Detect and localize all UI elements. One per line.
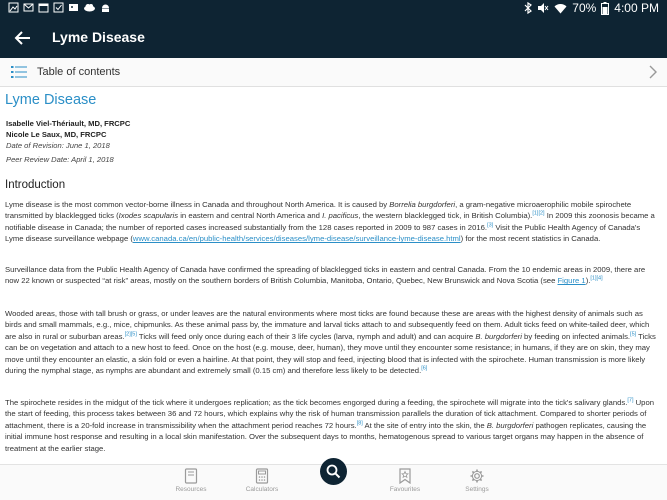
clock: 4:00 PM	[614, 1, 659, 15]
wifi-icon	[554, 3, 567, 14]
paragraph-3: Wooded areas, those with tall brush or grass, or under leaves are the natural environments where most ticks are found because these are areas with the highest density of animals such as birds and small mammals, e.g., mice, chipmunks. As these animal pass by, the immature and larval ticks attach to and subsequently feed on them. Adult ticks feed on white-tailed deer, which are also in rural or suburban areas.[2][5] Ticks will feed only once during each of their 3 life cycles (larva, nymph and adult) and can acquire B. burgdorferi by feeding on infected animals.[5] Ticks can be on vegetation and attach to a new host to feed. Once on the host (e.g. mouse, deer, human), they move until they encounter some resistance; in humans, if they are on skin, they may move until they encounter an elastic, a skin fold or even a hairline. At that point, they will stop and feed, injecting blood that is infected with the spirochete. Human transmission is more likely during the nymphal stage, as nymphs are abundant and extremely small (0.15 cm) and therefore less likely to be detected.[6]	[5, 309, 656, 376]
reference-link[interactable]: [5]	[630, 331, 637, 338]
search-icon	[320, 458, 347, 485]
document-content[interactable]	[5, 88, 662, 464]
search-button[interactable]	[320, 458, 347, 485]
reference-link[interactable]: [7]	[627, 397, 634, 404]
figure-1-link[interactable]: Figure 1	[557, 276, 586, 286]
nav-calculators[interactable]	[237, 468, 287, 493]
mute-icon	[537, 2, 549, 14]
mail-icon	[23, 2, 34, 13]
chevron-right-icon	[648, 65, 658, 79]
star-bookmark-icon	[398, 468, 412, 484]
list-icon	[11, 65, 27, 79]
reference-link[interactable]: [8]	[356, 420, 363, 427]
revision-date: Date of Revision: June 1, 2018	[6, 141, 110, 150]
calculator-icon	[255, 468, 269, 484]
table-of-contents-label: Table of contents	[37, 66, 121, 78]
photo-icon	[68, 2, 79, 13]
app-bar	[0, 17, 667, 58]
status-bar	[0, 0, 667, 17]
paragraph-2: Surveillance data from the Public Health Agency of Canada have confirmed the spreading of blacklegged ticks in eastern and central Canada. From the 10 endemic areas in 2009, there are now 22 known or suspected “at risk” areas, mostly on the southern borders of British Columbia, Manitoba, Ontario, Quebec, New Brunswick and Nova Scotia (see Figure 1).[1][4]	[5, 265, 646, 286]
reference-link[interactable]: [5]	[130, 331, 137, 338]
book-icon	[184, 468, 198, 484]
checkbox-icon	[53, 2, 64, 13]
notification-icons	[8, 2, 111, 13]
nav-resources-label: Resources	[175, 486, 207, 493]
back-arrow-icon[interactable]	[12, 27, 34, 49]
image-icon	[8, 2, 19, 13]
document-title: Lyme Disease	[5, 92, 97, 108]
nav-settings[interactable]	[452, 468, 502, 493]
paragraph-4: The spirochete resides in the midgut of the tick where it undergoes replication; as the tick becomes engorged during a feeding, the spirochete will migrate into the tick's salivary glands.[7] Upon the start of feeding, this process takes between 36 and 72 hours, which explains why the risk of human transmission parallels the duration of tick attachment. Compared to shorter periods of attachment, there is a 20-fold increase in transmissibility when the attachment period reaches 72 hours.[8] At the site of entry into the skin, the B. burgdorferi pathogen replicates, causing the initial immune host response and resulting in a local skin manifestation. Over the subsequent days to months, hematogenous spread to various target organs may happen in the absence of treatment at the earlier stage.	[5, 397, 654, 453]
reference-link[interactable]: [1]	[532, 210, 539, 217]
author-2: Nicole Le Saux, MD, FRCPC	[6, 130, 107, 139]
surveillance-webpage-link[interactable]: www.canada.ca/en/public-health/services/diseases/lyme-disease/surveillance-lyme-disease.html	[132, 234, 461, 244]
nav-calculators-label: Calculators	[245, 486, 279, 493]
nav-favourites[interactable]	[380, 468, 430, 493]
author-1: Isabelle Viel-Thériault, MD, FRCPC	[6, 119, 131, 128]
reference-link[interactable]: [2]	[538, 210, 545, 217]
battery-percent: 70%	[572, 1, 597, 15]
table-of-contents-row[interactable]	[0, 58, 667, 87]
peer-review-date: Peer Review Date: April 1, 2018	[6, 155, 114, 164]
section-heading-introduction: Introduction	[5, 179, 66, 191]
nav-resources[interactable]	[166, 468, 216, 493]
system-indicators	[524, 1, 659, 15]
bluetooth-icon	[524, 2, 532, 14]
calendar-icon	[38, 2, 49, 13]
paragraph-1: Lyme disease is the most common vector-borne illness in Canada and throughout North America. It is caused by Borrelia burgdorferi, a gram-negative microaerophilic mobile spirochete transmitted by blacklegged ticks (Ixodes scapularis in eastern and central North America and I. pacificus, the western blacklegged tick, in British Columbia).[1][2] In 2009 this zoonosis became a notifiable disease in Canada; the number of reported cases increased substantially from the 128 cases reported in 2009 to 987 cases in 2016.[3] Visit the Public Health Agency of Canada's Lyme disease surveillance webpage (www.canada.ca/en/public-health/services/diseases/lyme-disease/surveillance-lyme-disease.html) for the most recent statistics in Canada.	[5, 200, 655, 244]
battery-icon	[601, 2, 609, 15]
reference-link[interactable]: [2]	[124, 331, 131, 338]
gear-icon	[469, 468, 485, 484]
reference-link[interactable]: [3]	[487, 222, 494, 229]
reference-link[interactable]: [4]	[596, 275, 603, 282]
nav-favourites-label: Favourites	[389, 486, 421, 493]
cloud-icon	[83, 2, 96, 13]
reference-link[interactable]: [1]	[590, 275, 597, 282]
android-icon	[100, 2, 111, 13]
reference-link[interactable]: [6]	[421, 365, 428, 372]
nav-settings-label: Settings	[465, 486, 489, 493]
app-bar-title: Lyme Disease	[52, 29, 145, 45]
bottom-navigation	[0, 464, 667, 500]
